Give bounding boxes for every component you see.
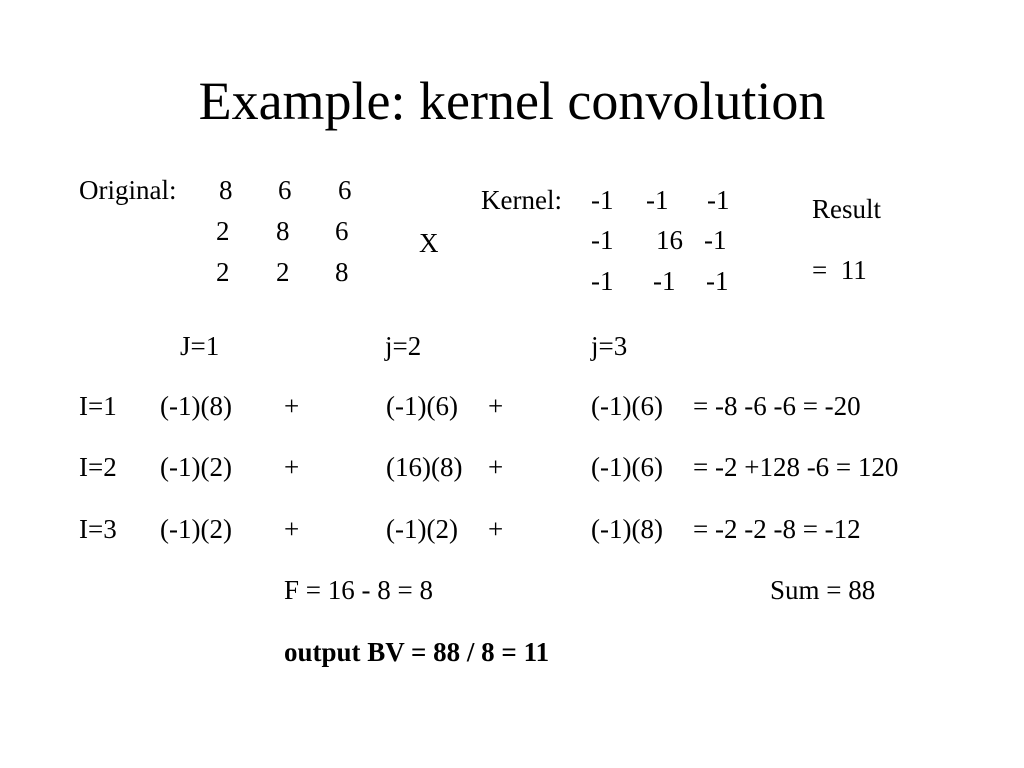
kernel-cell: -1 [653,266,676,296]
result-value: = 11 [812,255,867,285]
plus-sign: + [284,514,300,544]
multiply-operator: X [419,228,439,258]
term-j3: (-1)(8) [591,514,663,544]
original-cell: 6 [278,175,292,205]
original-cell: 2 [276,257,290,287]
plus-sign: + [284,391,300,421]
original-cell: 8 [219,175,233,205]
original-cell: 6 [335,216,349,246]
kernel-cell: -1 [591,225,614,255]
original-label: Original: [79,175,177,205]
plus-sign: + [488,452,504,482]
plus-sign: + [488,514,504,544]
column-header-j2: j=2 [385,331,422,361]
row-sum: = -2 +128 -6 = 120 [693,452,899,482]
kernel-cell: -1 [707,185,730,215]
kernel-cell: -1 [646,185,669,215]
kernel-cell: -1 [591,185,614,215]
row-sum: = -2 -2 -8 = -12 [693,514,861,544]
original-cell: 8 [335,257,349,287]
original-cell: 8 [276,216,290,246]
column-header-j1: J=1 [180,331,220,361]
kernel-cell: 16 [656,225,683,255]
term-j3: (-1)(6) [591,391,663,421]
plus-sign: + [284,452,300,482]
kernel-cell: -1 [704,225,727,255]
term-j1: (-1)(2) [160,452,232,482]
term-j1: (-1)(2) [160,514,232,544]
term-j1: (-1)(8) [160,391,232,421]
row-sum: = -8 -6 -6 = -20 [693,391,861,421]
term-j2: (-1)(6) [386,391,458,421]
factor-line: F = 16 - 8 = 8 [284,575,433,605]
kernel-cell: -1 [706,266,729,296]
row-index: I=3 [79,514,117,544]
original-cell: 2 [216,257,230,287]
sum-line: Sum = 88 [770,575,876,605]
result-label: Result [812,194,882,224]
kernel-cell: -1 [591,266,614,296]
term-j2: (-1)(2) [386,514,458,544]
row-index: I=1 [79,391,117,421]
plus-sign: + [488,391,504,421]
term-j2: (16)(8) [386,452,463,482]
row-index: I=2 [79,452,117,482]
term-j3: (-1)(6) [591,452,663,482]
column-header-j3: j=3 [591,331,628,361]
output-line: output BV = 88 / 8 = 11 [284,637,550,667]
original-cell: 6 [338,175,352,205]
kernel-label: Kernel: [481,185,562,215]
slide-title: Example: kernel convolution [198,71,826,131]
original-cell: 2 [216,216,230,246]
